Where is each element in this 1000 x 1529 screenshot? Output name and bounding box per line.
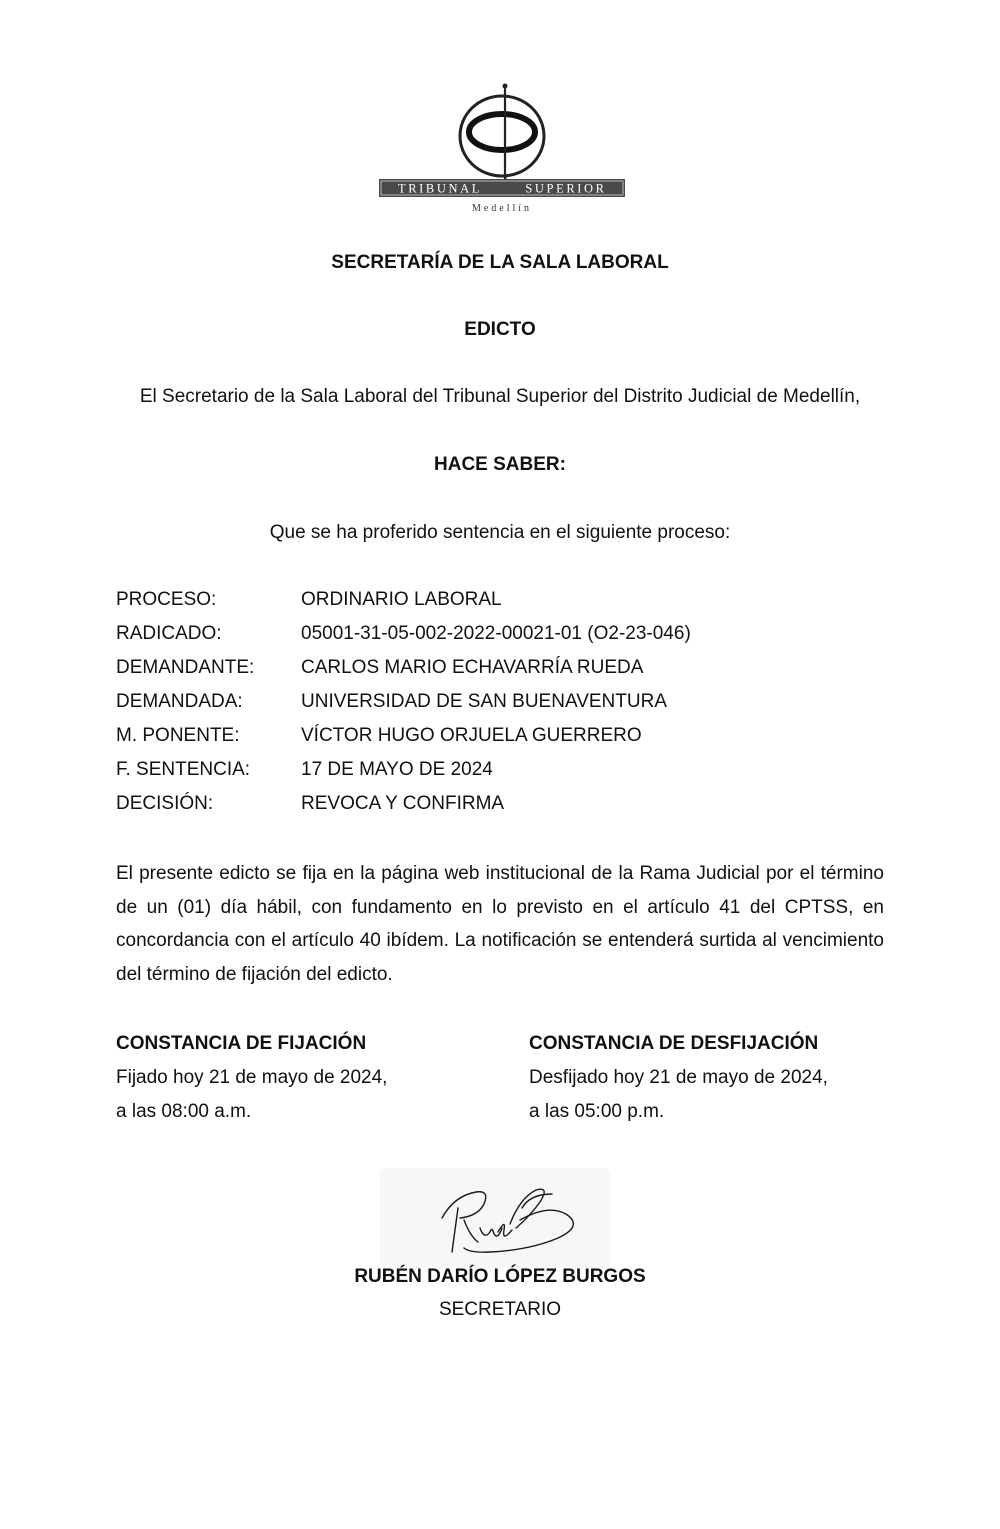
detail-row-demandante (116, 656, 886, 690)
constancia-fijacion (116, 1027, 516, 1129)
signer-role: SECRETARIO (438, 1299, 562, 1320)
tribunal-superior-logo (378, 80, 626, 216)
hace-saber-heading: HACE SABER: (434, 454, 566, 475)
detail-row-ponente (116, 724, 886, 758)
detail-value: 17 DE MAYO DE 2024 (301, 759, 493, 780)
detail-key: F. SENTENCIA: (116, 759, 251, 780)
detail-value: ORDINARIO LABORAL (301, 589, 502, 610)
detail-key: M. PONENTE: (116, 725, 240, 746)
constancia-desfijacion-title: CONSTANCIA DE DESFIJACIÓN (529, 1033, 819, 1054)
document-title: EDICTO (464, 319, 536, 340)
constancia-fijacion-line1: Fijado hoy 21 de mayo de 2024, (116, 1067, 388, 1088)
detail-key: RADICADO: (116, 623, 222, 644)
detail-row-decision (116, 792, 886, 826)
intro-text: El Secretario de la Sala Laboral del Tribunal Superior del Distrito Judicial de Medellín, (139, 386, 861, 407)
constancia-fijacion-line2: a las 08:00 a.m. (116, 1101, 252, 1122)
detail-value: UNIVERSIDAD DE SAN BUENAVENTURA (301, 691, 667, 712)
detail-row-demandada (116, 690, 886, 724)
handwritten-signature (380, 1168, 610, 1268)
detail-row-radicado (116, 622, 886, 656)
detail-key: DECISIÓN: (116, 793, 214, 814)
detail-value: VÍCTOR HUGO ORJUELA GUERRERO (301, 725, 642, 746)
logo-text-left: TRIBUNAL (398, 181, 482, 196)
logo-city: Medellín (471, 203, 533, 214)
constancia-fijacion-title: CONSTANCIA DE FIJACIÓN (116, 1033, 367, 1054)
process-details (116, 588, 886, 826)
constancia-desfijacion-line1: Desfijado hoy 21 de mayo de 2024, (529, 1067, 828, 1088)
lead-text: Que se ha proferido sentencia en el siguiente proceso: (269, 522, 731, 543)
detail-row-proceso (116, 588, 886, 622)
detail-value: CARLOS MARIO ECHAVARRÍA RUEDA (301, 657, 644, 678)
detail-value: REVOCA Y CONFIRMA (301, 793, 505, 814)
detail-key: DEMANDADA: (116, 691, 243, 712)
detail-key: PROCESO: (116, 589, 217, 610)
body-paragraph: El presente edicto se fija en la página web institucional de la Rama Judicial por el término de un (01) día hábil, con fundamento en lo previsto en el artículo 41 del CPTSS, en concordancia con el artículo 40 ibídem. La notificación se entenderá surtida al vencimiento del término de fijación del edicto. (116, 863, 884, 985)
department-heading: SECRETARÍA DE LA SALA LABORAL (331, 252, 669, 273)
signer-name: RUBÉN DARÍO LÓPEZ BURGOS (354, 1266, 646, 1287)
constancia-desfijacion-line2: a las 05:00 p.m. (529, 1101, 665, 1122)
detail-value: 05001-31-05-002-2022-00021-01 (O2-23-046) (301, 623, 691, 644)
detail-key: DEMANDANTE: (116, 657, 255, 678)
constancia-desfijacion (529, 1027, 929, 1129)
logo-text-right: SUPERIOR (525, 181, 607, 196)
detail-row-sentencia (116, 758, 886, 792)
